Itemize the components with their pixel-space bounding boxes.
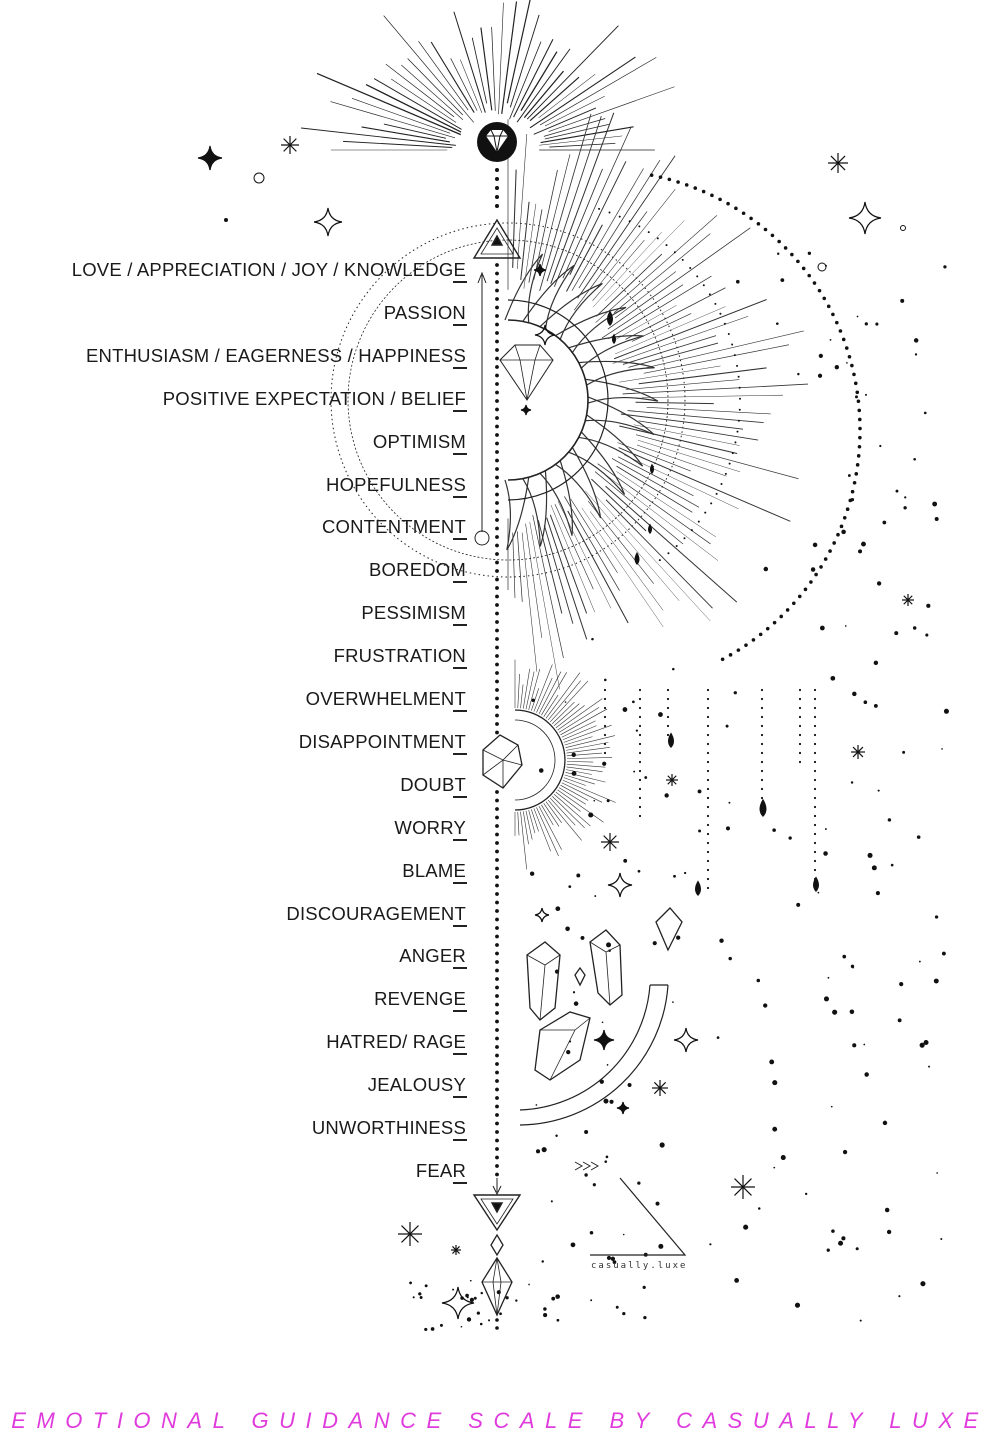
emotion-label: OVERWHELMENT <box>305 688 466 709</box>
emotion-tick <box>453 753 467 755</box>
emotion-tick <box>453 324 467 326</box>
emotion-label: POSITIVE EXPECTATION / BELIEF <box>162 387 466 409</box>
diamond-icon <box>477 122 517 162</box>
emotion-label: DISCOURAGEMENT <box>286 902 466 924</box>
emotion-tick <box>453 581 467 583</box>
emotion-label: PESSIMISM <box>361 602 466 624</box>
emotion-label: CONTENTMENT <box>321 516 466 538</box>
emotion-label: REVENGE <box>374 988 466 1010</box>
emotion-tick <box>453 496 467 498</box>
emotion-label: UNWORTHINESS <box>311 1117 466 1138</box>
emotion-tick <box>453 1182 467 1184</box>
emotion-tick <box>453 281 467 283</box>
emotion-tick <box>453 882 467 884</box>
emotion-label: ANGER <box>399 945 466 967</box>
signature-text: casually.luxe <box>591 1261 688 1271</box>
emotion-tick <box>453 538 467 540</box>
emotion-tick <box>453 796 467 798</box>
emotion-tick <box>453 839 467 841</box>
emotion-tick <box>453 967 467 969</box>
emotion-label: JEALOUSY <box>367 1074 466 1096</box>
emotion-tick <box>453 710 467 712</box>
emotion-tick <box>453 624 467 626</box>
emotion-label: PASSION <box>383 301 466 323</box>
lower-sun-icon <box>483 710 565 810</box>
emotion-label: HOPEFULNESS <box>326 473 466 495</box>
emotion-label: BOREDOM <box>369 559 466 581</box>
emotion-tick <box>453 1053 467 1055</box>
emotion-label: DOUBT <box>400 773 466 795</box>
emotion-tick <box>453 410 467 412</box>
scatter-dots <box>409 252 949 1331</box>
crystal-icon <box>482 908 682 1315</box>
emotion-label: LOVE / APPRECIATION / JOY / KNOWLEDGE <box>71 259 466 280</box>
emotion-label: WORRY <box>394 816 466 838</box>
emotion-label: ENTHUSIASM / EAGERNESS / HAPPINESS <box>86 344 466 366</box>
emotion-label: DISAPPOINTMENT <box>298 730 466 752</box>
emotion-label: FEAR <box>415 1159 466 1181</box>
emotion-tick <box>453 1010 467 1012</box>
dotted-arcs <box>598 173 862 889</box>
emotion-label: HATRED/ RAGE <box>326 1031 466 1053</box>
emotion-label: FRUSTRATION <box>333 645 466 667</box>
emotion-tick <box>453 1096 467 1098</box>
protractor-arc <box>520 985 668 1125</box>
emotion-label: OPTIMISM <box>372 430 466 452</box>
emotion-tick <box>453 925 467 927</box>
emotion-tick <box>453 1139 467 1141</box>
scale-axis <box>495 168 499 1330</box>
emotion-tick <box>453 367 467 369</box>
footer-title: EMOTIONAL GUIDANCE SCALE BY CASUALLY LUXE <box>11 1408 989 1433</box>
triangle-down-icon <box>474 1162 685 1255</box>
emotion-tick <box>453 453 467 455</box>
emotion-label: BLAME <box>402 859 466 881</box>
emotion-tick <box>453 667 467 669</box>
